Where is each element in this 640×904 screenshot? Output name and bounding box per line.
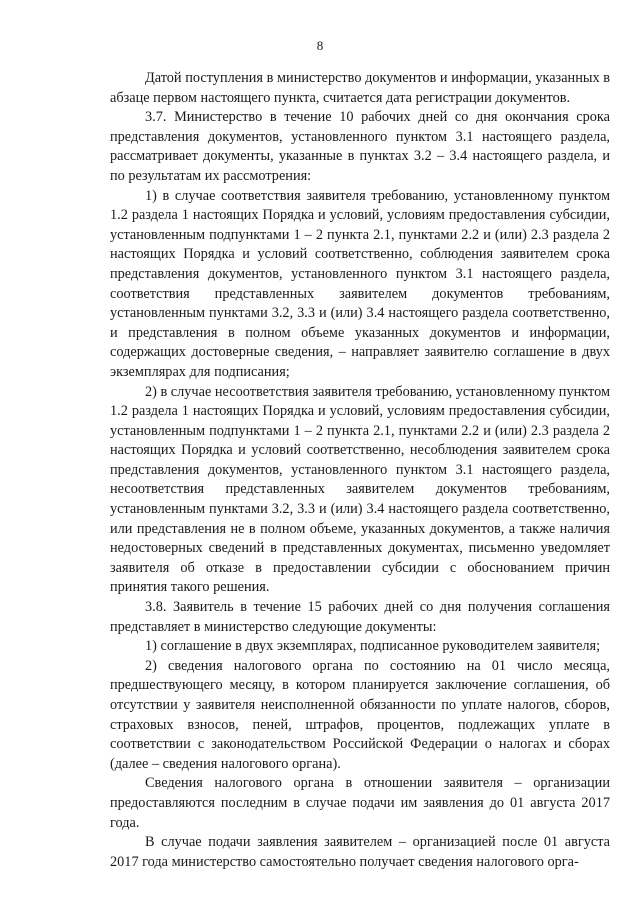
paragraph-tax-info-organization: Сведения налогового органа в отношении заявителя – организации предоставляются последним в случае подачи им заявления до 01 августа 2017 года. [110,775,610,831]
paragraph-3-8: 3.8. Заявитель в течение 15 рабочих дней со дня получения соглашения представляет в министерство следующие документы: [110,599,610,635]
paragraph-receipt-date: Датой поступления в министерство документов и информации, указанных в абзаце первом настоящего пункта, считается дата регистрации документов. [110,70,610,106]
paragraph-3-8-item-1: 1) соглашение в двух экземплярах, подписанное руководителем заявителя; [145,638,601,655]
paragraph-3-7-item-2: 2) в случае несоответствия заявителя требованию, установленному пунктом 1.2 раздела 1 настоящих Порядка и условий, условиям предоставления субсидии, установленным подпунктами 1 – 2 пункта 2.1, пунктами 2.2 и (или) 2.3 раздела 2 настоящих Порядка и условий соответственно, несоблюдения заявителем срока представления документов, установленного пунктом 3.1 настоящего раздела, несоответствия представленных заявителем документов требованиям, установленным пунктами 3.2, 3.3 и (или) 3.4 настоящего раздела соответственно, или представления не в полном объеме, указанных документов, а также наличия недостоверных сведений в представленных документах, письменно уведомляет заявителя об отказе в предоставлении субсидии с обоснованием причин принятия такого решения. [110,383,610,596]
paragraph-3-8-item-2: 2) сведения налогового органа по состоянию на 01 число месяца, предшествующего месяцу, в котором планируется заключение соглашения, об отсутствии у заявителя неисполненной обязанности по уплате налогов, сборов, страховых взносов, пеней, штрафов, процентов, подлежащих уплате в соответствии с законодательством Российской Федерации о налогах и сборах (далее – сведения налогового органа). [110,657,610,772]
paragraph-3-7-item-1: 1) в случае соответствия заявителя требованию, установленному пунктом 1.2 раздела 1 настоящих Порядка и условий, условиям предоставления субсидии, установленным подпунктами 1 – 2 пункта 2.1, пунктами 2.2 и (или) 2.3 раздела 2 настоящих Порядка и условий соответственно, соблюдения заявителем срока представления документов, установленного пунктом 3.1 настоящего раздела, соответствия представленных заявителем документов требованиям, установленным пунктами 3.2, 3.3 и (или) 3.4 настоящего раздела соответственно, и представления в полном объеме указанных документов и информации, содержащих достоверные сведения, – направляет заявителю соглашение в двух экземплярах для подписания; [110,187,610,380]
paragraph-tax-info-after-date: В случае подачи заявления заявителем – организацией после 01 августа 2017 года министерство самостоятельно получает сведения налогового орга- [110,834,610,870]
paragraph-3-7: 3.7. Министерство в течение 10 рабочих дней со дня окончания срока представления документов, установленного пунктом 3.1 настоящего раздела, рассматривает документы, указанные в пунктах 3.2 – 3.4 настоящего раздела, и по результатам их рассмотрения: [110,109,610,184]
page-number: 8 [316,38,324,53]
document-body [110,69,610,872]
